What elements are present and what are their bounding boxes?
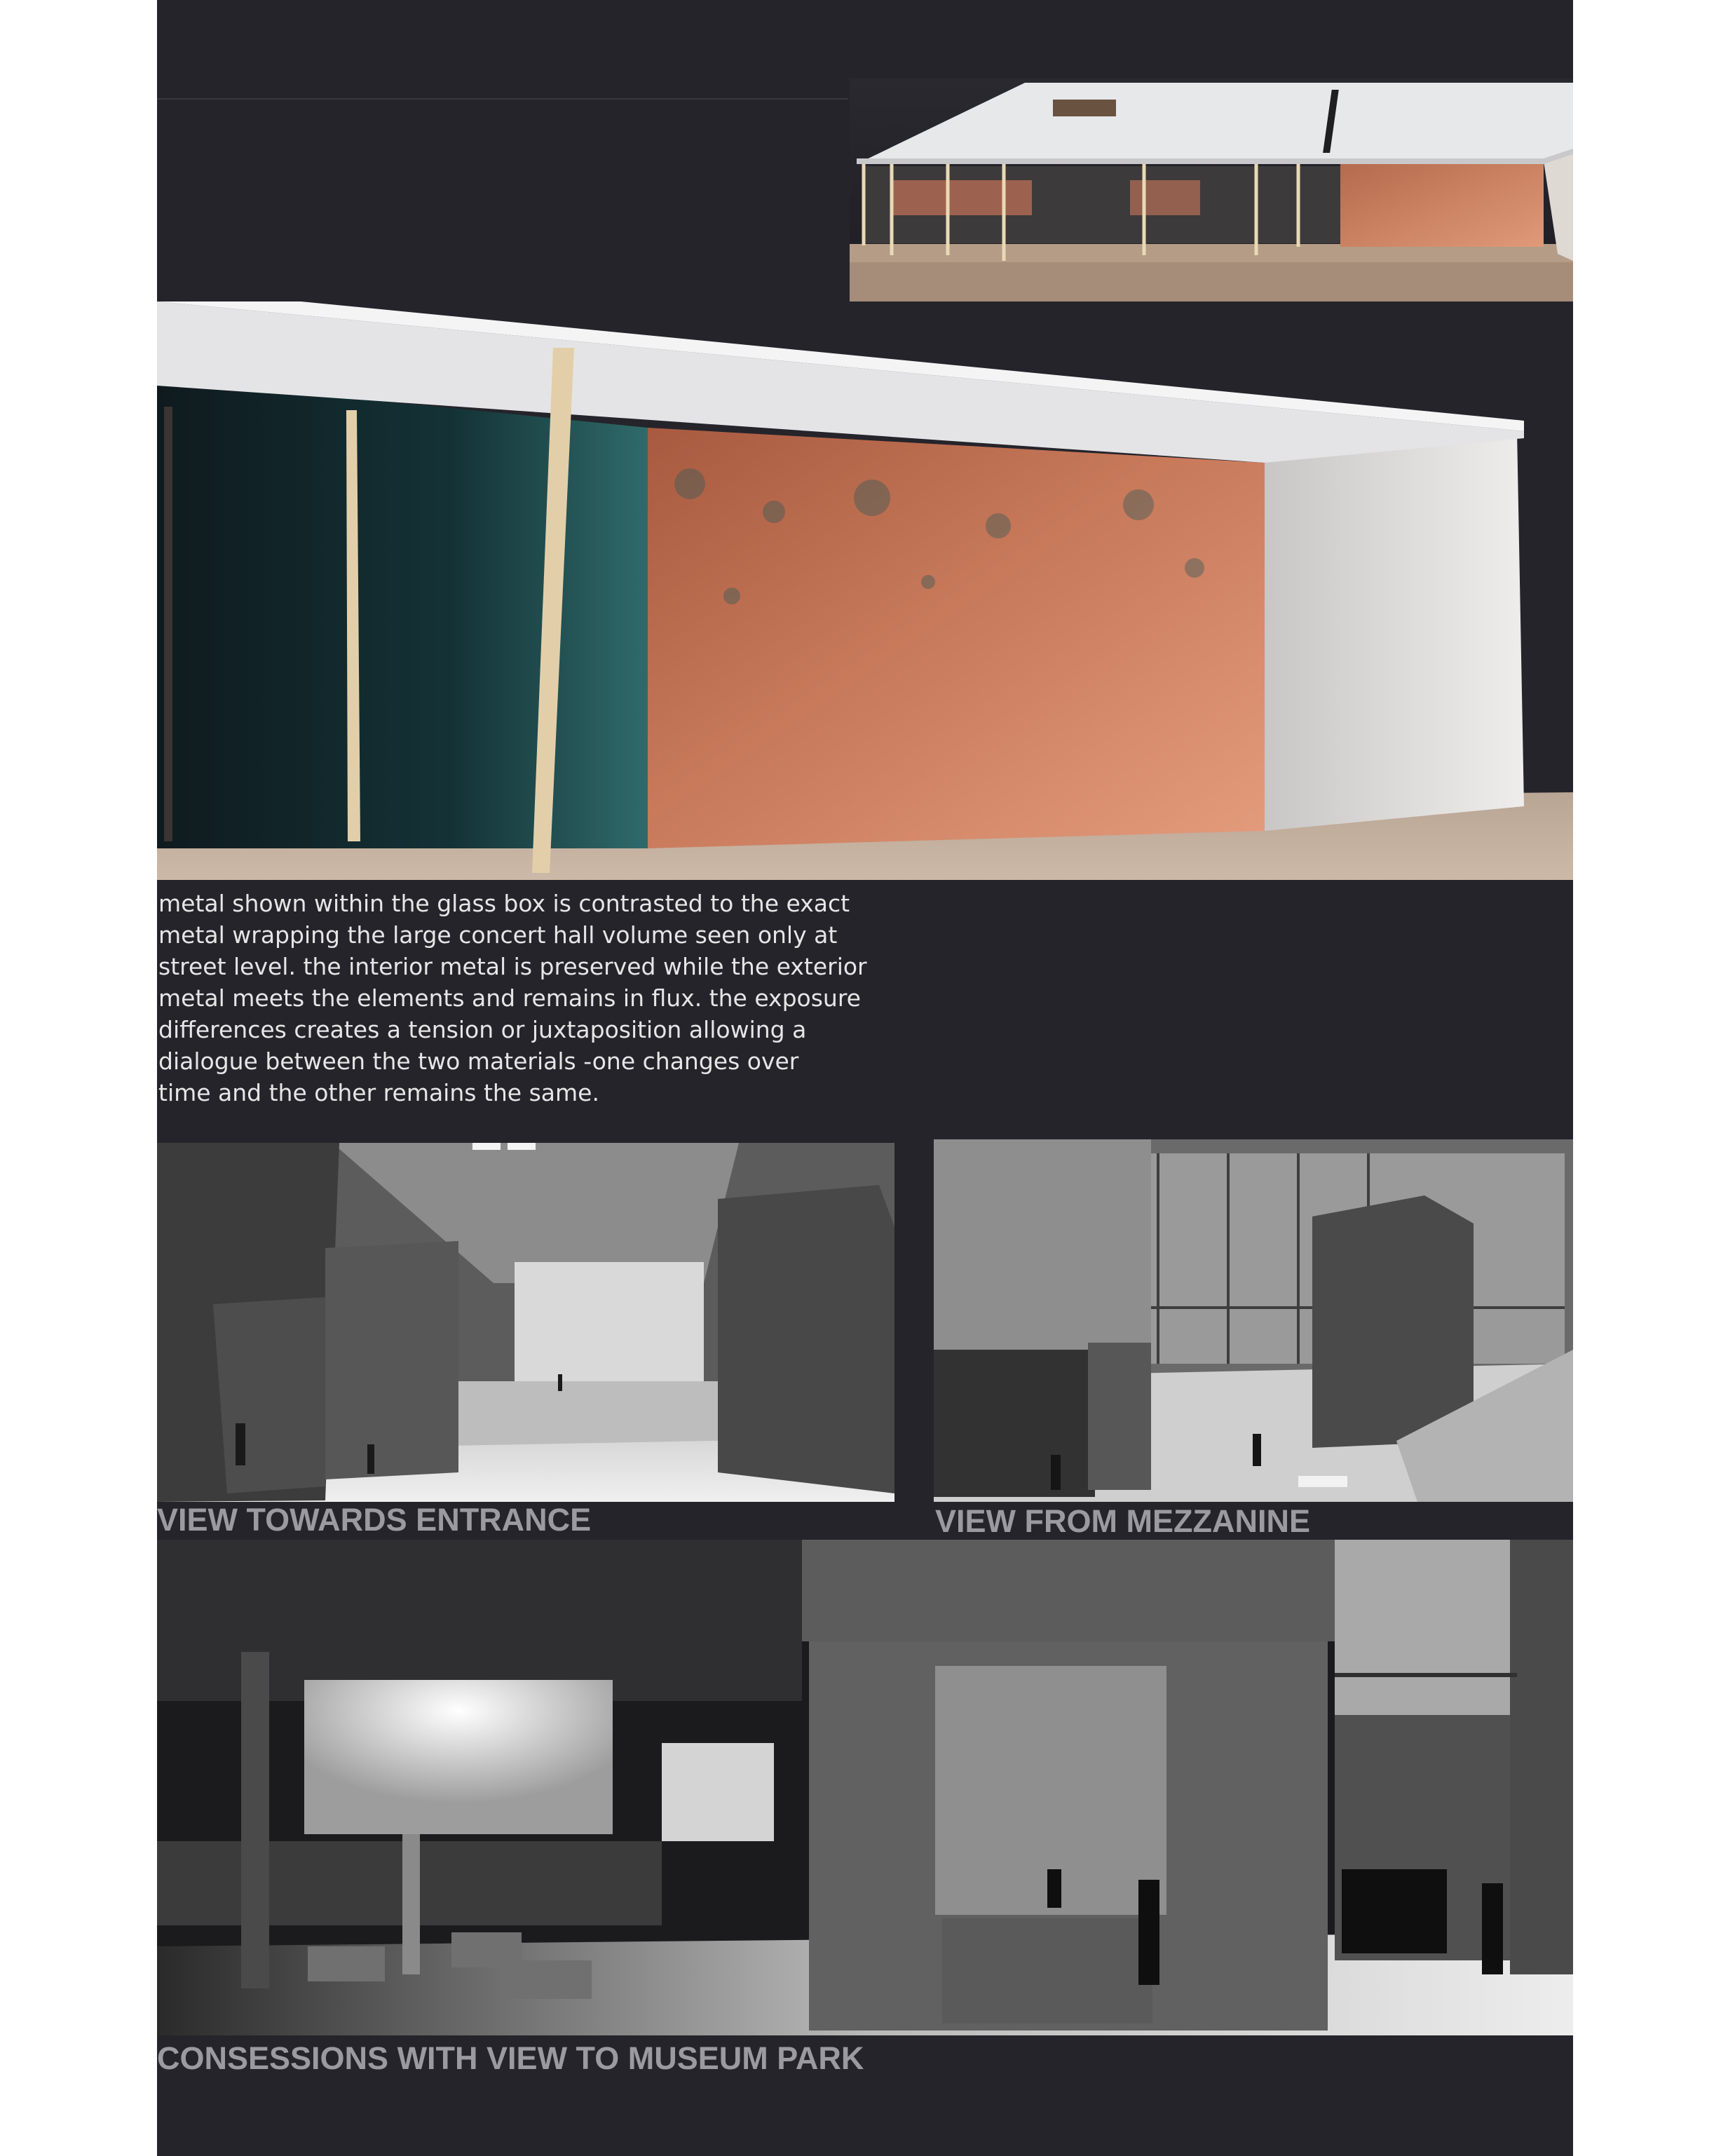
model-overview-photo bbox=[850, 79, 1573, 303]
description-paragraph: metal shown within the glass box is contrasted to the exact metal wrapping the large concert hall volume seen only at street level. the interior metal is preserved while the exterior metal meets the elements and remains in flux. the exposure differences creates a tension or juxtaposition allowing a dialogue between the two materials -one changes over time and the other remains the same. bbox=[158, 890, 867, 1106]
model-closeup-photo bbox=[157, 301, 1573, 880]
caption-entrance: VIEW TOWARDS ENTRANCE bbox=[157, 1502, 592, 1538]
mezzanine-render bbox=[934, 1139, 1573, 1502]
concessions-render bbox=[157, 1540, 1573, 2035]
caption-mezzanine: VIEW FROM MEZZANINE bbox=[935, 1503, 1310, 1539]
presentation-board bbox=[157, 0, 1573, 2156]
entrance-render bbox=[157, 1143, 894, 1502]
caption-concessions: CONSESSIONS WITH VIEW TO MUSEUM PARK bbox=[157, 2040, 864, 2076]
divider-line bbox=[157, 98, 848, 100]
